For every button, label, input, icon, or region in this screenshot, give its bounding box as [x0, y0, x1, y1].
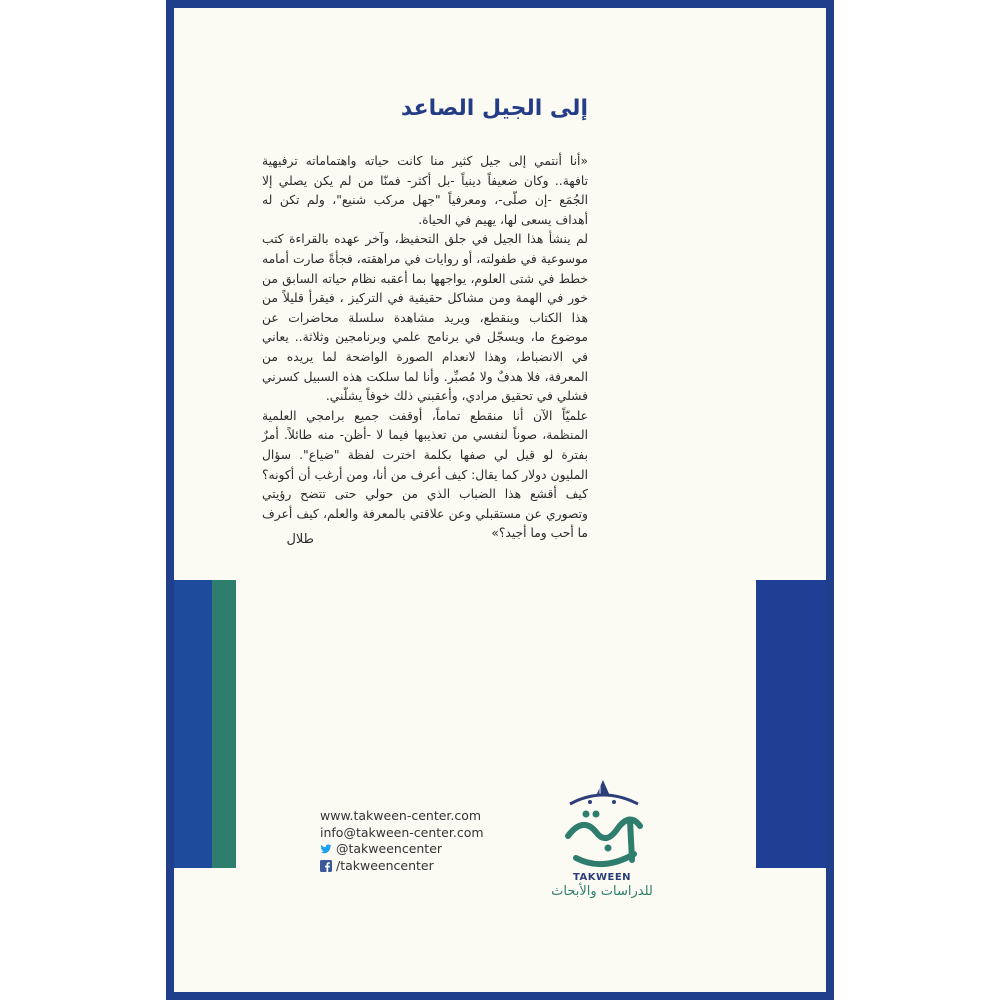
twitter-link[interactable]	[320, 841, 540, 858]
twitter-icon	[320, 843, 332, 855]
email-text: info@takween-center.com	[320, 824, 484, 840]
left-accent-band-blue	[174, 580, 212, 868]
contact-info	[320, 808, 540, 874]
logo-name: TAKWEEN	[572, 872, 632, 883]
quote-paragraph-2: لم ينشأ هذا الجيل في جلق التحفيظ، وآخر عهده بالقراءة كتب موسوعية في طفولته، أو روايات في مراهقته، فجأةً صارت أمامه خطط في شتى العلوم، يواجهها بما أعقبه نظام حياته السابق من خور في الهمة ومن مشاكل حقيقية في التركيز ، فيقرأ قليلاً من هذا الكتاب وينقطع، ويريد مشاهدة سلسلة محاضرات عن موضوع ما، ويسجّل في برنامج علمي وبرنامجين وثلاثة.. يعاني في الانضباط، وهذا لانعدام الصورة الواضحة لما يريده من المعرفة، فلا هدفٌ ولا مُصبِّر. وأنا لما سلكت هذه السبيل كسرني فشلي في تحقيق مرادي، وأعقبني ذلك خوفاً يشلّني.	[262, 232, 588, 404]
twitter-handle: @takweencenter	[336, 841, 443, 856]
email-link[interactable]	[320, 825, 540, 842]
logo-tagline: للدراسات والأبحاث	[551, 884, 653, 899]
page-title: إلى الجيل الصاعد	[400, 96, 588, 121]
facebook-icon	[320, 860, 332, 872]
signature: طلال	[286, 532, 314, 547]
website-text: www.takween-center.com	[320, 808, 482, 823]
quote-paragraph-3: علميّاً الآن أنا منقطع تماماً، أوقفت جميع برامجي العلمية المنظمة، صوناً لنفسي من تعذيبها فيما لا -أظن- منه طائلاً. أمرٌ بفترة لو قيل لي صفها بكلمة اخترت لفظة "ضياع". سؤال المليون دولار كما يقال: كيف أعرف من أنا، ومن أرغب أن أكونه؟ كيف أقشع هذا الضباب الذي من حولي حتى تتضح رؤيتي وتصوري عن مستقبلي وعن علاقتي بالمعرفة والعلم، كيف أعرف ما أحب وما أجيد؟»	[262, 408, 588, 541]
quote-body	[262, 152, 588, 544]
website-link[interactable]	[320, 808, 540, 825]
facebook-handle: /takweencenter	[336, 857, 434, 873]
quote-paragraph-1: «أنا أنتمي إلى جيل كثير منا كانت حياته واهتماماته ترفيهية تافهة.. وكان ضعيفاً دينياً -بل أكثر- فمنّا من لم يكن يصلي إلا الجُمَع -إن صلّى-، ومعرفياً "جهل مركب شنيع"، ولم تكن له أهداف يسعى لها، يهيم في الحياة.	[262, 154, 588, 227]
facebook-link[interactable]	[320, 858, 540, 875]
right-accent-band	[756, 580, 826, 868]
